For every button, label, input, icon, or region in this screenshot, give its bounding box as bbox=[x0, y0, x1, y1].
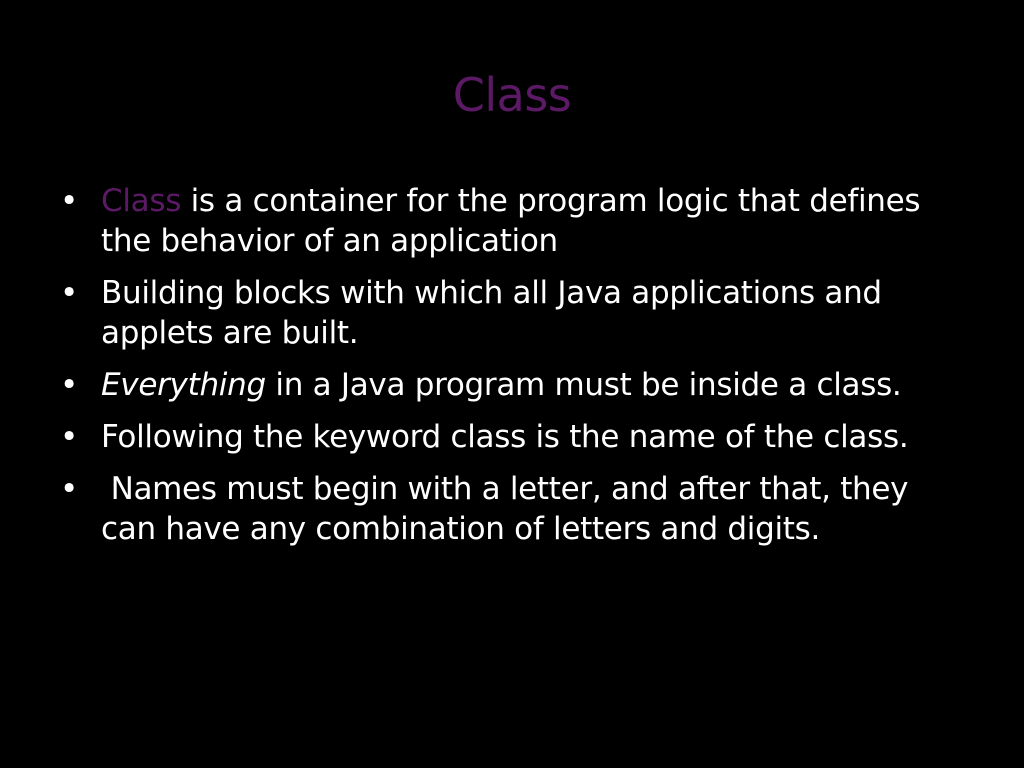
bullet-marker: • bbox=[60, 183, 78, 219]
bullet-marker: • bbox=[60, 471, 78, 507]
bullet-item bbox=[60, 273, 960, 353]
bullet-marker: • bbox=[60, 419, 78, 455]
bullet-item bbox=[60, 469, 960, 549]
bullet-text: is a container for the program logic that defines the behavior of an application bbox=[101, 183, 921, 259]
bullet-list bbox=[60, 181, 960, 561]
slide-title: Class bbox=[452, 68, 572, 122]
bullet-marker: • bbox=[60, 367, 78, 403]
bullet-keyword: Class bbox=[101, 183, 182, 219]
bullet-marker: • bbox=[60, 275, 78, 311]
bullet-text: in a Java program must be inside a class. bbox=[265, 367, 902, 403]
bullet-emphasis: Everything bbox=[101, 367, 266, 403]
bullet-text: Following the keyword class is the name of the class. bbox=[101, 419, 909, 455]
bullet-text: Names must begin with a letter, and after that, they can have any combination of letters and digits. bbox=[101, 471, 918, 547]
bullet-item bbox=[60, 181, 960, 261]
bullet-item bbox=[60, 417, 960, 457]
bullet-item bbox=[60, 365, 960, 405]
bullet-text: Building blocks with which all Java applications and applets are built. bbox=[101, 275, 882, 351]
